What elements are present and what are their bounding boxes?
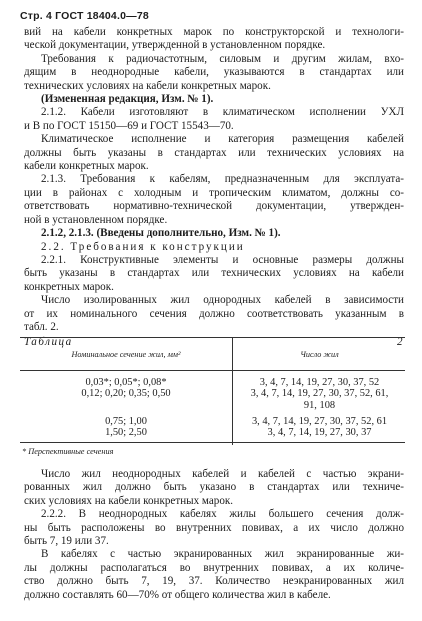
text-line: Требования к радиочастотным, силовым и другим жилам, вхо- <box>41 52 404 65</box>
table-caption: Таблица 2 <box>24 336 404 349</box>
text-line: конкретных марок. <box>24 280 114 293</box>
column-header: Номинальное сечение жил, мм² <box>71 350 181 359</box>
text-line: Климатическое исполнение и категория размещения кабелей <box>41 133 404 146</box>
text-line: быть указаны в стандартах или технических условиях на кабели <box>24 267 404 280</box>
text-line: ны быть расположены во внутренних повивах, а их число должно <box>24 521 404 534</box>
cell-line: 3, 4, 7, 14, 19, 27, 30, 37, 52 <box>259 377 380 388</box>
text-line: от их номинального сечения должно соответствовать указанным в <box>24 307 404 320</box>
text-line: и В по ГОСТ 15150—69 и ГОСТ 15543—70. <box>24 119 234 132</box>
cell-line: 3, 4, 7, 14, 19, 27, 30, 37, 52, 61 <box>251 416 388 427</box>
cell-line: 0,75; 1,00 <box>105 416 147 427</box>
cell-line: 0,03*; 0,05*; 0,08* <box>85 377 167 388</box>
cell-line: 0,12; 0,20; 0,35; 0,50 <box>81 388 171 400</box>
cell-line: 91, 108 <box>303 399 336 411</box>
text-line: ческой документации, утвержденной в установленном порядке. <box>24 39 326 52</box>
text-line: Число жил неоднородных кабелей и кабелей с частью экрани- <box>41 468 404 480</box>
text-line: дящим в неоднородные кабели, указываются в стандартах или <box>24 66 404 79</box>
text-line: Число изолированных жил однородных кабелей в зависимости <box>41 294 404 307</box>
cell-line: 1,50; 2,50 <box>105 427 147 439</box>
page-header: Стр. 4 ГОСТ 18404.0—78 <box>20 10 149 22</box>
text-line: табл. 2. <box>24 320 59 333</box>
text-line: ство должно быть 7, 19, 37. Количество неэкранированных жил <box>24 575 404 588</box>
text-line: кабели конкретных марок. <box>24 160 149 173</box>
text-line: 2.1.3. Требования к кабелям, предназначенным для эксплуата- <box>41 173 404 186</box>
text-line: вий на кабели конкретных марок по конструкторской и технологи- <box>24 26 404 38</box>
table-cell-section <box>20 377 232 400</box>
table-top-rule <box>20 337 405 338</box>
table-header-rule <box>20 370 405 371</box>
amendment-note: (Измененная редакция, Изм. № 1). <box>41 93 214 106</box>
text-line: 2.2.1. Конструктивные элементы и основные размеры должны <box>41 253 404 266</box>
table-footnote: * Перспективные сечения <box>22 447 114 456</box>
text-line: ских условиях на кабели конкретных марок. <box>24 494 234 507</box>
main-text-continued <box>24 468 404 602</box>
column-header: Число жил <box>300 350 339 359</box>
main-text <box>24 26 404 350</box>
text-line: должно составлять 60—70% от общего количества жил в кабеле. <box>24 588 331 601</box>
text-line: 2.1.2. Кабели изготовляют в климатическом исполнении УХЛ <box>41 106 404 119</box>
text-line: ответствовать нормативно-технической документации, утвержден- <box>24 200 404 213</box>
text-line: 2.2.2. В неоднородных кабелях жилы большего сечения долж- <box>41 508 404 521</box>
text-line: должны быть указаны в стандартах или технических условиях на <box>24 146 404 159</box>
text-line: лы должны располагаться во внутренних повивах, а их количе- <box>24 561 404 574</box>
text-line: ции в районах с холодным и тропическим климатом, должны со- <box>24 186 404 199</box>
section-heading: 2.2. Требования к конструкции <box>41 240 245 253</box>
text-line: ной в установленном порядке. <box>24 213 168 226</box>
table-column-rule <box>232 337 233 445</box>
table-cell-section <box>20 416 232 439</box>
cell-line: 3, 4, 7, 14, 19, 27, 30, 37 <box>267 427 372 439</box>
text-line: В кабелях с частью экранированных жил экранированные жи- <box>41 548 404 561</box>
cell-line: 3, 4, 7, 14, 19, 27, 30, 37, 52, 61, <box>250 388 389 400</box>
text-line: рованных жил должно быть указано в стандартах или техниче- <box>24 481 404 494</box>
amendment-note: 2.1.2, 2.1.3. (Введены дополнительно, Изм. № 1). <box>41 227 281 240</box>
table-bottom-rule <box>20 442 405 443</box>
table-cell-count <box>234 377 405 411</box>
text-line: технических условиях на кабели конкретных марок. <box>24 79 271 92</box>
table-cell-count <box>234 416 405 439</box>
text-line: быть 7, 19 или 37. <box>24 535 109 548</box>
